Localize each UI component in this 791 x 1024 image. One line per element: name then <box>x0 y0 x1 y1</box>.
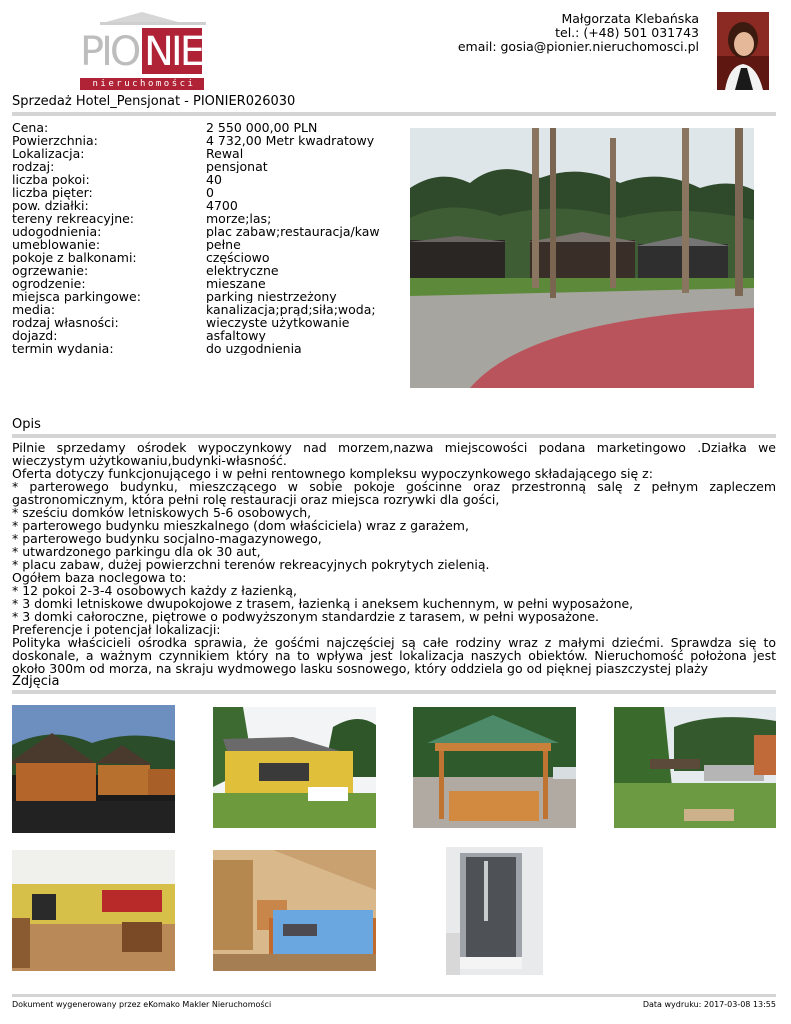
detail-value: asfaltowy <box>206 329 266 342</box>
footer-generator-note: Dokument wygenerowany przez eKomako Makler Nieruchomości <box>12 1000 272 1009</box>
detail-label: Lokalizacja: <box>12 146 85 161</box>
agent-photo <box>717 12 769 90</box>
detail-value: pełne <box>206 238 241 251</box>
detail-label: rodzaj: <box>12 159 55 174</box>
description-line: * parterowego budynku mieszkalnego (dom właściciela) wraz z garażem, <box>12 518 469 533</box>
detail-value: 4700 <box>206 199 238 212</box>
detail-label: tereny rekreacyjne: <box>12 211 135 226</box>
listing-title: Sprzedaż Hotel_Pensjonat - PIONIER026030 <box>12 94 296 109</box>
detail-label: ogrzewanie: <box>12 263 89 278</box>
agent-phone: tel.: (+48) 501 031743 <box>555 25 699 40</box>
detail-value: morze;las; <box>206 212 272 225</box>
description-line: * placu zabaw, dużej powierzchni terenów rekreacyjnych pokrytych zielenią. <box>12 557 490 572</box>
photo-thumbnail-playground[interactable] <box>614 707 776 828</box>
detail-label: pokoje z balkonami: <box>12 250 137 265</box>
description-heading: Opis <box>12 417 41 432</box>
description-line: Ogółem baza noclegowa to: <box>12 570 187 585</box>
detail-value: parking niestrzeżony <box>206 290 337 303</box>
detail-value: wieczyste użytkowanie <box>206 316 350 329</box>
detail-label: udogodnienia: <box>12 224 102 239</box>
description-line: * 12 pokoi 2-3-4 osobowych każdy z łazienką, <box>12 583 298 598</box>
photo-thumbnail-cabins[interactable] <box>12 705 175 833</box>
detail-value: pensjonat <box>206 160 268 173</box>
logo-subtitle: nieruchomości <box>92 79 196 89</box>
photo-thumbnail-bedroom[interactable] <box>213 850 376 971</box>
footer-print-date: Data wydruku: 2017-03-08 13:55 <box>642 1000 776 1009</box>
description-text <box>12 441 776 677</box>
description-line: * parterowego budynku socjalno-magazynowego, <box>12 531 322 546</box>
company-logo <box>78 12 227 92</box>
agent-contact <box>458 12 699 54</box>
description-line: * 3 domki całoroczne, piętrowe o podwyższonym standardzie z tarasem, w pełni wyposażone. <box>12 609 600 624</box>
detail-label: media: <box>12 302 56 317</box>
description-line: * parterowego budynku, mieszczącego w sobie pokoje gościnne oraz przestronną salę z pełnym zapleczem gastronomicznym, która pełni rolę restauracji oraz miejsca rozrywki dla gości, <box>12 479 776 507</box>
detail-value: 40 <box>206 173 222 186</box>
detail-row-ownership <box>12 316 402 329</box>
divider <box>12 112 776 116</box>
description-line: * sześciu domków letniskowych 5-6 osobowych, <box>12 505 312 520</box>
detail-value: kanalizacja;prąd;siła;woda; <box>206 303 376 316</box>
detail-value: mieszane <box>206 277 266 290</box>
detail-label: Cena: <box>12 120 49 135</box>
description-line: Pilnie sprzedamy ośrodek wypoczynkowy nad morzem,nazwa miejscowości podana marketingowo .Działka we wieczystym użytkowaniu,budynki-własność. <box>12 441 776 468</box>
agent-email: email: gosia@pionier.nieruchomosci.pl <box>457 39 699 54</box>
detail-value: 0 <box>206 186 214 199</box>
description-line: Preferencje i potencjał lokalizacji: <box>12 622 221 637</box>
detail-label: rodzaj własności: <box>12 315 119 330</box>
property-details <box>12 121 402 355</box>
logo-text-pio: PIO <box>80 29 139 75</box>
detail-value: do uzgodnienia <box>206 342 302 355</box>
divider <box>12 434 776 438</box>
description-line: Oferta dotyczy funkcjonującego i w pełni rentownego kompleksu wypoczynkowego składającego się z: <box>12 466 653 481</box>
detail-value: plac zabaw;restauracja/kaw <box>206 225 380 238</box>
detail-label: dojazd: <box>12 328 58 343</box>
photo-thumbnail-main-building[interactable] <box>213 707 376 828</box>
detail-label: pow. działki: <box>12 198 89 213</box>
description-line: * 3 domki letniskowe dwupokojowe z trasem, łazienką i aneksem kuchennym, w pełni wyposażone, <box>12 596 634 611</box>
detail-value: 2 550 000,00 PLN <box>206 121 318 134</box>
detail-label: termin wydania: <box>12 341 114 356</box>
detail-value: 4 732,00 Metr kwadratowy <box>206 134 375 147</box>
detail-value: Rewal <box>206 147 244 160</box>
agent-name: Małgorzata Klebańska <box>561 11 699 26</box>
description-line: * utwardzonego parkingu dla ok 30 aut, <box>12 544 261 559</box>
detail-value: częściowo <box>206 251 270 264</box>
photo-thumbnail-gazebo[interactable] <box>413 707 576 828</box>
photo-thumbnail-restaurant[interactable] <box>12 850 175 971</box>
detail-label: Powierzchnia: <box>12 133 98 148</box>
detail-value: elektryczne <box>206 264 279 277</box>
photo-thumbnail-shower[interactable] <box>446 847 543 975</box>
detail-row-parking <box>12 290 402 303</box>
divider <box>12 994 776 997</box>
detail-label: ogrodzenie: <box>12 276 86 291</box>
photos-heading: Zdjęcia <box>12 674 60 689</box>
detail-label: miejsca parkingowe: <box>12 289 141 304</box>
detail-label: liczba pokoi: <box>12 172 90 187</box>
detail-label: liczba pięter: <box>12 185 93 200</box>
description-line: Polityka właścicieli ośrodka sprawia, że gośćmi najczęściej są całe rodziny wraz z małymi dziećmi. Sprawdza się to doskonale, a ważnym czynnikiem który na to wpływa jest lokalizacja naszych obiektów. Nieruchomość położona jest około 300m od morza, na skraju wydmowego lasku sosnowego, który oddziela go od pięknej piaszczystej plaży <box>12 635 776 676</box>
detail-row-location <box>12 147 402 160</box>
logo-text-nier: NIER <box>144 29 227 75</box>
detail-row-availability <box>12 342 402 355</box>
divider <box>12 690 776 694</box>
main-property-photo[interactable] <box>410 128 754 388</box>
detail-label: umeblowanie: <box>12 237 101 252</box>
